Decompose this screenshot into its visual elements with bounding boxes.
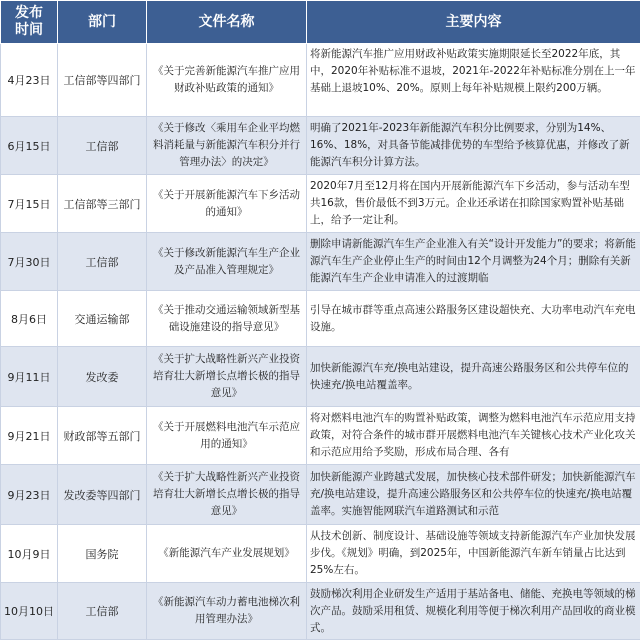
row-date: 7月15日 (1, 175, 58, 233)
row-content (307, 407, 640, 465)
table-row (1, 44, 640, 117)
table-row (1, 347, 640, 407)
row-date: 4月23日 (1, 44, 58, 117)
row-doc: 《关于修改新能源汽车生产企业及产品准入管理规定》 (147, 233, 307, 291)
header-content: 主要内容 (307, 1, 640, 44)
row-content-text: 鼓励梯次利用企业研发生产适用于基站备电、储能、充换电等领域的梯次产品。鼓励采用租赁、规模化利用等便于梯次利用产品回收的商业模式。 (310, 586, 637, 637)
row-doc: 《关于开展燃料电池汽车示范应用的通知》 (147, 407, 307, 465)
row-content (307, 175, 640, 233)
row-date: 9月23日 (1, 465, 58, 525)
row-date: 9月21日 (1, 407, 58, 465)
row-doc: 《新能源汽车动力蓄电池梯次利用管理办法》 (147, 583, 307, 640)
row-dept: 发改委等四部门 (58, 465, 147, 525)
row-dept: 财政部等五部门 (58, 407, 147, 465)
row-doc: 《关于完善新能源汽车推广应用财政补贴政策的通知》 (147, 44, 307, 117)
row-doc: 《关于扩大战略性新兴产业投资培育壮大新增长点增长极的指导意见》 (147, 347, 307, 407)
row-content (307, 233, 640, 291)
row-content (307, 525, 640, 583)
table-row (1, 407, 640, 465)
header-row (1, 1, 640, 44)
row-dept: 工信部 (58, 117, 147, 175)
row-content-text: 2020年7月至12月将在国内开展新能源汽车下乡活动，参与活动车型共16款，售价最低不到3万元。企业还承诺在扣除国家购置补贴基础上，给予一定让利。 (310, 178, 637, 229)
row-doc: 《关于推动交通运输领域新型基础设施建设的指导意见》 (147, 291, 307, 347)
row-content (307, 347, 640, 407)
row-content-text: 加快新能源汽车充/换电站建设，提升高速公路服务区和公共停车位的快速充/换电站覆盖率。 (310, 360, 637, 394)
table-row (1, 175, 640, 233)
row-dept: 工信部等三部门 (58, 175, 147, 233)
row-date: 10月10日 (1, 583, 58, 640)
row-content-text: 将新能源汽车推广应用财政补贴政策实施期限延长至2022年底，其中，2020年补贴标准不退坡，2021年-2022年补贴标准分别在上一年基础上退坡10%、20%。原则上每年补贴规模上限约200万辆。 (310, 46, 637, 114)
table-row (1, 583, 640, 640)
row-content (307, 583, 640, 640)
header-doc: 文件名称 (147, 1, 307, 44)
table-row (1, 117, 640, 175)
row-content-text: 引导在城市群等重点高速公路服务区建设超快充、大功率电动汽车充电设施。 (310, 302, 637, 336)
row-date: 7月30日 (1, 233, 58, 291)
row-dept: 工信部 (58, 583, 147, 640)
row-doc: 《新能源汽车产业发展规划》 (147, 525, 307, 583)
table-row (1, 291, 640, 347)
header-dept: 部门 (58, 1, 147, 44)
row-doc: 《关于开展新能源汽车下乡活动的通知》 (147, 175, 307, 233)
row-dept: 发改委 (58, 347, 147, 407)
row-content-text: 加快新能源产业跨越式发展，加快核心技术部件研发；加快新能源汽车充/换电站建设，提升高速公路服务区和公共停车位的快速充/换电站覆盖率。实施智能网联汽车道路测试和示范 (310, 469, 637, 520)
row-doc: 《关于扩大战略性新兴产业投资培育壮大新增长点增长极的指导意见》 (147, 465, 307, 525)
table-row (1, 233, 640, 291)
table-row (1, 525, 640, 583)
row-content-text: 将对燃料电池汽车的购置补贴政策，调整为燃料电池汽车示范应用支持政策，对符合条件的城市群开展燃料电池汽车关键核心技术产业化攻关和示范应用给予奖励，形成布局合理、各有 (310, 410, 637, 461)
row-dept: 工信部 (58, 233, 147, 291)
row-content-text: 从技术创新、制度设计、基础设施等领域支持新能源汽车产业加快发展步伐。《规划》明确，到2025年，中国新能源汽车新车销量占比达到25%左右。 (310, 528, 637, 579)
table-row (1, 465, 640, 525)
header-date: 发布时间 (1, 1, 58, 44)
row-content (307, 117, 640, 175)
row-content (307, 291, 640, 347)
row-content-text: 删除申请新能源汽车生产企业准入有关“设计开发能力”的要求；将新能源汽车生产企业停止生产的时间由12个月调整为24个月；删除有关新能源汽车生产企业申请准入的过渡期临 (310, 236, 637, 287)
row-date: 8月6日 (1, 291, 58, 347)
row-content (307, 465, 640, 525)
row-date: 9月11日 (1, 347, 58, 407)
row-date: 10月9日 (1, 525, 58, 583)
row-dept: 国务院 (58, 525, 147, 583)
row-content (307, 44, 640, 117)
row-dept: 交通运输部 (58, 291, 147, 347)
row-doc: 《关于修改〈乘用车企业平均燃料消耗量与新能源汽车积分并行管理办法〉的决定》 (147, 117, 307, 175)
row-dept: 工信部等四部门 (58, 44, 147, 117)
row-date: 6月15日 (1, 117, 58, 175)
row-content-text: 明确了2021年-2023年新能源汽车积分比例要求，分别为14%、16%、18%，对具备节能减排优势的车型给予核算优惠，并修改了新能源汽车积分计算方法。 (310, 120, 637, 171)
